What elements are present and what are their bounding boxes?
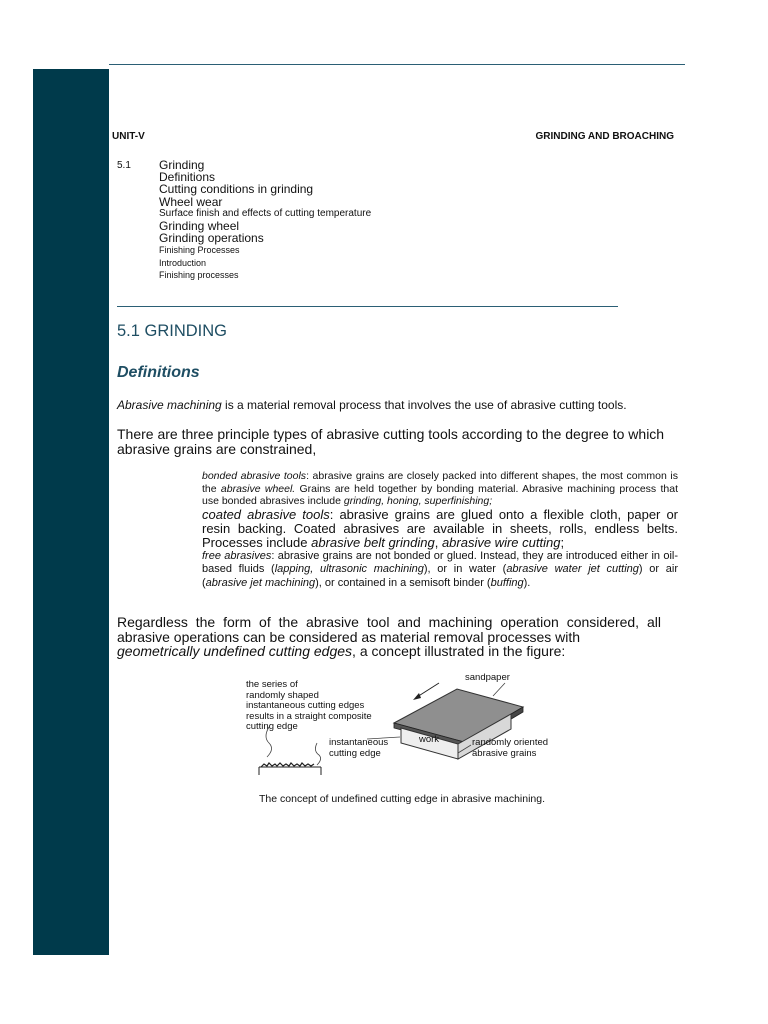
toc-item: Finishing processes bbox=[159, 269, 239, 280]
figure-label-instantaneous: instantaneous cutting edge bbox=[329, 737, 389, 759]
toc-item: Grinding wheel bbox=[159, 219, 240, 234]
sidebar-band bbox=[33, 69, 109, 955]
table-of-contents bbox=[159, 159, 459, 281]
toc-item: Cutting conditions in grinding bbox=[159, 182, 314, 197]
paragraph-undefined-edges: Regardless the form of the abrasive tool and machining operation considered, all abrasive operations can be considered as material removal processes with geometrically undefined cutting edges, a concept illustrated in the figure: bbox=[117, 614, 661, 659]
toc-item: Grinding bbox=[159, 158, 205, 172]
toc-item: Introduction bbox=[159, 257, 207, 268]
chapter-title: GRINDING AND BROACHING bbox=[535, 131, 674, 142]
figure-label-sandpaper: sandpaper bbox=[465, 672, 510, 683]
toc-number: 5.1 bbox=[117, 160, 131, 171]
toc-item: Surface finish and effects of cutting temperature bbox=[159, 207, 372, 219]
abrasive-types-list bbox=[202, 470, 678, 590]
figure-label-series: the series of randomly shaped instantaneous cutting edges results in a straight composite cutting edge bbox=[246, 679, 372, 732]
unit-label: UNIT-V bbox=[112, 131, 145, 142]
section-heading: 5.1 GRINDING bbox=[117, 322, 228, 340]
list-item-bonded: bonded abrasive tools: abrasive grains are closely packed into different shapes, the most common is the abrasive wheel. Grains are held together by bonding material. Abrasive machining process that use bonded abrasives include grinding, honing, superfinishing; bbox=[202, 470, 678, 507]
cutting-edge-figure bbox=[243, 669, 563, 777]
figure-caption: The concept of undefined cutting edge in abrasive machining. bbox=[259, 793, 546, 805]
toc-item: Definitions bbox=[159, 170, 216, 185]
list-item-coated: coated abrasive tools: abrasive grains are glued onto a flexible cloth, paper or resin backing. Coated abrasives are available in sheets, rolls, endless belts. Processes include abrasive belt grinding, abrasive wire cutting; bbox=[202, 506, 679, 550]
subsection-heading: Definitions bbox=[117, 364, 200, 381]
toc-item: Wheel wear bbox=[159, 194, 223, 209]
figure-label-work: work bbox=[419, 734, 440, 745]
paragraph-abrasive-machining: Abrasive machining is a material removal process that involves the use of abrasive cutting tools. bbox=[117, 398, 627, 412]
term-abrasive-machining: Abrasive machining bbox=[117, 398, 222, 412]
toc-item: Grinding operations bbox=[159, 231, 264, 246]
list-item-free: free abrasives: abrasive grains are not bonded or glued. Instead, they are introduced either in oil-based fluids (lapping, ultrasonic machining), or in water (abrasive water jet cutting) or air (abrasive jet machining), or contained in a semisoft binder (buffing). bbox=[202, 549, 678, 589]
toc-item: Finishing Processes bbox=[159, 245, 240, 256]
header-rule bbox=[109, 64, 685, 65]
figure-label-grains: randomly oriented abrasive grains bbox=[472, 737, 549, 759]
paragraph-types: There are three principle types of abrasive cutting tools according to the degree to which abrasive grains are constrained, bbox=[117, 426, 665, 457]
section-rule bbox=[117, 306, 618, 307]
